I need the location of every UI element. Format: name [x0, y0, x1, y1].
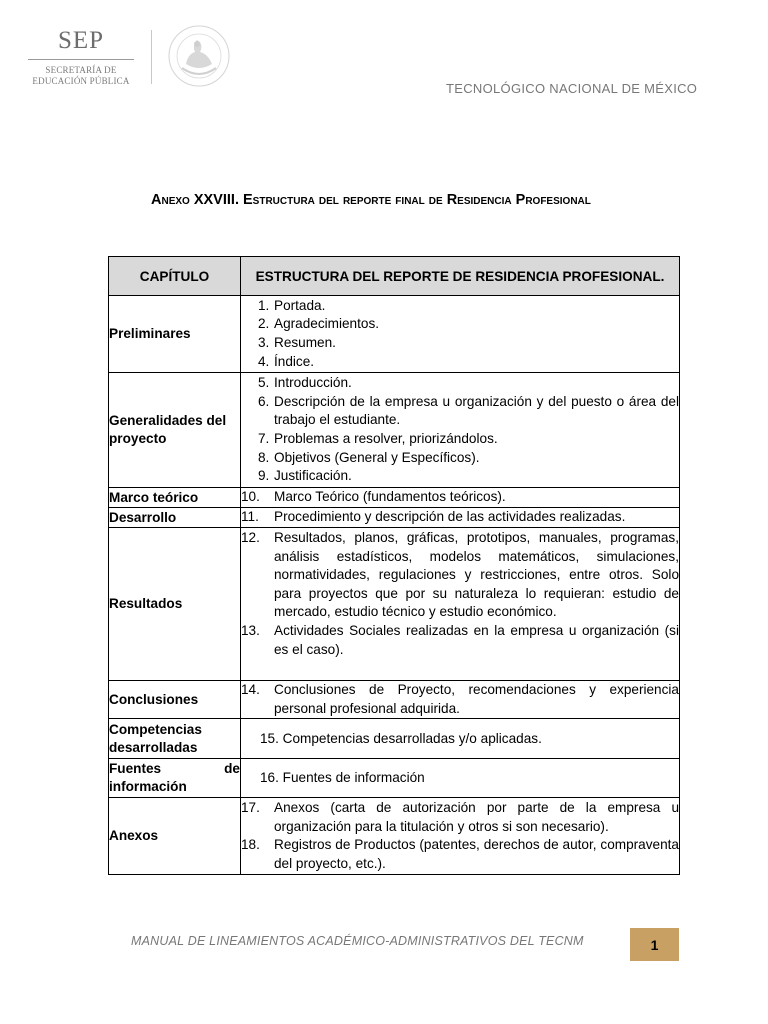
list-item: 4. Índice. [258, 353, 315, 369]
list-item: 1. Portada. [258, 297, 326, 313]
footer-manual-title: MANUAL DE LINEAMIENTOS ACADÉMICO-ADMINISTRATIVOS DEL TECNM [131, 934, 584, 948]
sep-logo: SEP [57, 27, 105, 54]
chapter-cell: Marco teórico [109, 488, 241, 508]
list-item: 17. Anexos (carta de autorización por parte de la empresa u organización para la titulación y otros si son necesario). [241, 800, 679, 834]
chapter-cell: Anexos [109, 798, 241, 875]
sep-line-2: EDUCACIÓN PÚBLICA [32, 76, 130, 86]
table-row [109, 528, 680, 681]
chapter-word: Fuentes [109, 761, 162, 777]
table-row [109, 373, 680, 488]
list-item: 14. Conclusiones de Proyecto, recomendaciones y experiencia personal profesional adquirida. [241, 682, 679, 716]
table-row [109, 296, 680, 373]
table-row [109, 681, 680, 719]
chapter-cell: Conclusiones [109, 681, 241, 719]
sep-logo-block [22, 28, 140, 87]
sep-rule [28, 59, 134, 60]
chapter-cell: Desarrollo [109, 508, 241, 528]
table-row [109, 759, 680, 798]
structure-cell [241, 488, 680, 508]
document-title: Anexo XXVIII. Estructura del reporte final de Residencia Profesional [151, 192, 591, 208]
chapter-cell: Generalidades del proyecto [109, 373, 241, 488]
list-item: 18. Registros de Productos (patentes, derechos de autor, compraventa del proyecto, etc.). [241, 837, 679, 871]
list-item: 9. Justificación. [258, 468, 352, 484]
column-header-chapter: CAPÍTULO [109, 257, 241, 296]
chapter-word: información [109, 779, 187, 795]
structure-cell [241, 681, 680, 719]
list-item: 10. Marco Teórico (fundamentos teóricos). [241, 489, 506, 505]
list-item: 13. Actividades Sociales realizadas en la empresa u organización (si es el caso). [241, 622, 679, 657]
list-item: 2. Agradecimientos. [258, 316, 380, 332]
single-item: 16. Fuentes de información [260, 770, 425, 786]
list-item: 11. Procedimiento y descripción de las actividades realizadas. [241, 509, 626, 525]
list-item: 5. Introducción. [258, 375, 352, 391]
chapter-cell [109, 759, 241, 798]
list-item: 8. Objetivos (General y Específicos). [258, 449, 480, 465]
list-item: 7. Problemas a resolver, priorizándolos. [258, 431, 498, 446]
report-structure-table [108, 256, 680, 875]
structure-cell [241, 759, 680, 798]
page-number: 1 [630, 928, 679, 961]
chapter-cell: Preliminares [109, 296, 241, 373]
table-row [109, 488, 680, 508]
chapter-cell: Resultados [109, 528, 241, 681]
header-divider [151, 30, 152, 84]
chapter-cell: Competencias desarrolladas [109, 719, 241, 759]
institution-name: TECNOLÓGICO NACIONAL DE MÉXICO [446, 81, 698, 96]
single-item: 15. Competencias desarrolladas y/o aplicadas. [260, 730, 542, 746]
list-item: 12. Resultados, planos, gráficas, prototipos, manuales, programas, análisis estadísticos, modelos matemáticos, simulaciones, normatividades, regulaciones y restricciones, entre otros. Solo para proyectos que por su naturaleza lo requieran: estudio de mercado, estudio técnico y estudio económico. [241, 530, 679, 620]
structure-cell [241, 373, 680, 488]
chapter-word: de [224, 761, 240, 777]
table-row [109, 508, 680, 528]
sep-line-1: SECRETARÍA DE [45, 65, 117, 75]
structure-cell [241, 719, 680, 759]
national-seal-icon [164, 24, 234, 88]
table-row [109, 719, 680, 759]
column-header-structure: ESTRUCTURA DEL REPORTE DE RESIDENCIA PROFESIONAL. [241, 257, 680, 296]
list-item: 3. Resumen. [258, 335, 336, 350]
structure-cell [241, 296, 680, 373]
table-row [109, 798, 680, 875]
structure-cell [241, 798, 680, 875]
table-header-row [109, 257, 680, 296]
structure-cell [241, 528, 680, 681]
list-item: 6. Descripción de la empresa u organización y del puesto o área del trabajo el estudiante. [258, 393, 679, 428]
structure-cell [241, 508, 680, 528]
